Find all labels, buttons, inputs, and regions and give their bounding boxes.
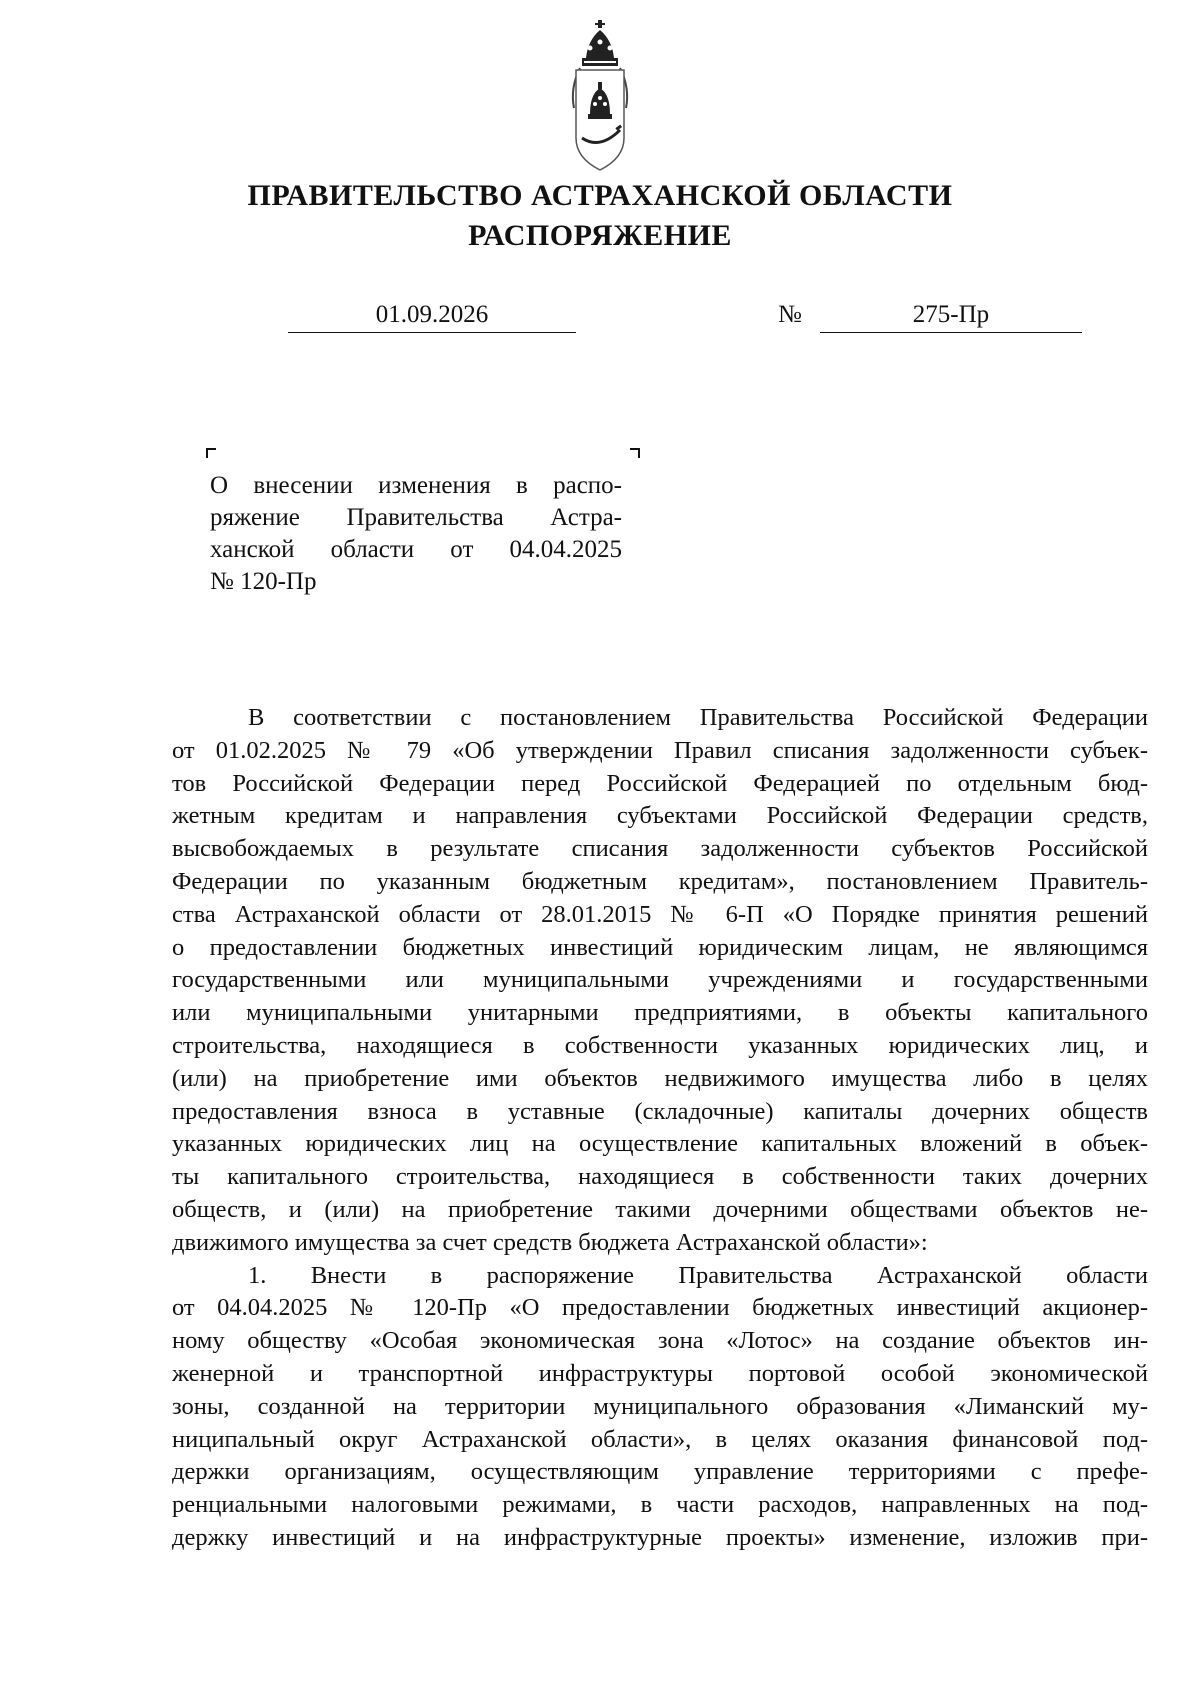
body-line: ному обществу «Особая экономическая зона «Лотос» на создание объектов ин- <box>172 1327 1148 1355</box>
coat-of-arms-icon <box>560 18 640 178</box>
body-line: предоставления взноса в уставные (складочные) капиталы дочерних обществ <box>172 1097 1148 1125</box>
body-line: строительства, находящиеся в собственности указанных юридических лиц, и <box>172 1031 1148 1059</box>
number-sign: № <box>778 301 802 328</box>
body-line: жетным кредитам и направления субъектами Российской Федерации средств, <box>172 802 1148 830</box>
subject-corner-left <box>206 448 216 458</box>
document-number: 275-Пр <box>820 300 1082 333</box>
body-line: высвобождаемых в результате списания задолженности субъектов Российской <box>172 835 1148 863</box>
organization-title: ПРАВИТЕЛЬСТВО АСТРАХАНСКОЙ ОБЛАСТИ <box>247 179 953 212</box>
document-date: 01.09.2026 <box>288 300 576 333</box>
body-line: государственными или муниципальными учреждениями и государственными <box>172 966 1148 994</box>
document-body <box>172 702 1148 1555</box>
subject-line: О внесении изменения в распо- <box>210 472 622 499</box>
subject-line: ряжение Правительства Астра- <box>210 504 622 531</box>
body-line: обществ, и (или) на приобретение такими дочерними обществами объектов не- <box>172 1195 1148 1223</box>
body-line: ниципальный округ Астраханской области», в целях оказания финансовой под- <box>172 1425 1148 1453</box>
body-line: или муниципальными унитарными предприятиями, в объекты капитального <box>172 999 1148 1027</box>
body-line: указанных юридических лиц на осуществление капитальных вложений в объек- <box>172 1130 1148 1158</box>
body-line: о предоставлении бюджетных инвестиций юридическим лицам, не являющимся <box>172 933 1148 961</box>
body-line: ренциальными налоговыми режимами, в части расходов, направленных на под- <box>172 1491 1148 1519</box>
subject-line: № 120-Пр <box>210 568 317 595</box>
body-line: ты капитального строительства, находящиеся в собственности таких дочерних <box>172 1163 1148 1191</box>
body-line: 1. Внести в распоряжение Правительства Астраханской области <box>248 1261 1148 1289</box>
document-type: РАСПОРЯЖЕНИЕ <box>468 219 732 252</box>
subject-corner-right <box>630 448 640 458</box>
body-line: от 04.04.2025 № 120-Пр «О предоставлении бюджетных инвестиций акционер- <box>172 1294 1148 1322</box>
body-line: зоны, созданной на территории муниципального образования «Лиманский му- <box>172 1392 1148 1420</box>
body-line: тов Российской Федерации перед Российской Федерацией по отдельным бюд- <box>172 769 1148 797</box>
body-line: движимого имущества за счет средств бюджета Астраханской области»: <box>172 1228 928 1256</box>
body-line: от 01.02.2025 № 79 «Об утверждении Правил списания задолженности субъек- <box>172 736 1148 764</box>
body-line: держки организациям, осуществляющим управление территориями с префе- <box>172 1458 1148 1486</box>
document-subject <box>210 470 622 598</box>
body-line: Федерации по указанным бюджетным кредитам», постановлением Правитель- <box>172 867 1148 895</box>
subject-line: ханской области от 04.04.2025 <box>210 536 622 563</box>
body-line: держку инвестиций и на инфраструктурные проекты» изменение, изложив при- <box>172 1523 1148 1551</box>
body-line: (или) на приобретение ими объектов недвижимого имущества либо в целях <box>172 1064 1148 1092</box>
body-line: женерной и транспортной инфраструктуры портовой особой экономической <box>172 1359 1148 1387</box>
body-line: ства Астраханской области от 28.01.2015 № 6-П «О Порядке принятия решений <box>172 900 1148 928</box>
body-line: В соответствии с постановлением Правительства Российской Федерации <box>248 704 1148 731</box>
